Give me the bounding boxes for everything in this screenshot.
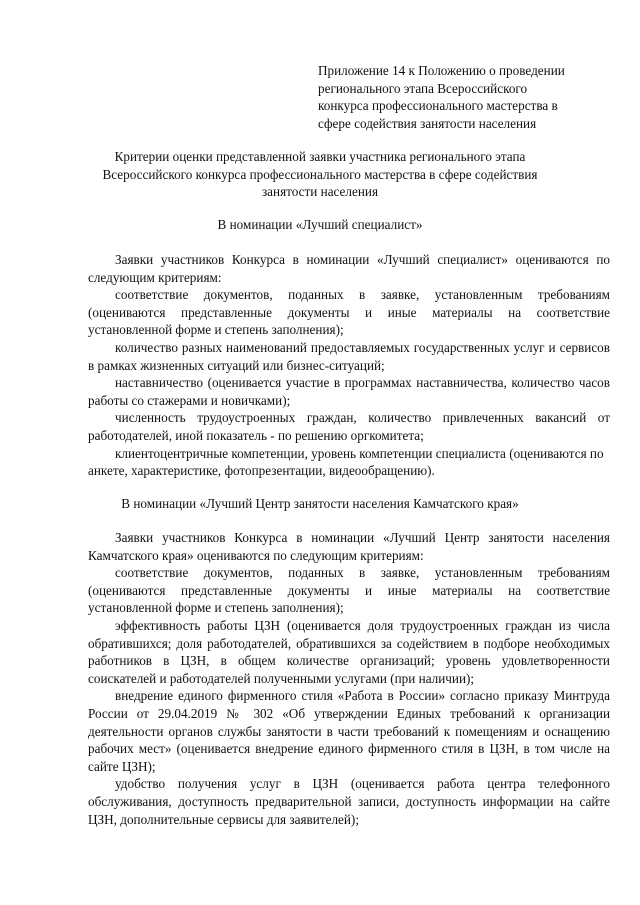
- section1-intro: Заявки участников Конкурса в номинации «Лучший специалист» оцениваются по следующим критериям:: [88, 252, 610, 285]
- appendix-line: сфере содействия занятости населения: [318, 115, 537, 131]
- section1-criterion: соответствие документов, поданных в заявке, установленным требованиям (оцениваются представленные документы и иные материалы на соответствие установленной форме и степень заполнения);: [88, 287, 610, 338]
- section1-criterion: численность трудоустроенных граждан, количество привлеченных вакансий от работодателей, иной показатель - по решению оргкомитета;: [88, 410, 610, 443]
- appendix-reference: [318, 62, 610, 132]
- appendix-line: конкурса профессионального мастерства в: [318, 98, 558, 114]
- section2-criterion: внедрение единого фирменного стиля «Работа в России» согласно приказу Минтруда России от 29.04.2019 № 302 «Об утверждении Единых требований к организации деятельности органов службы занятости в части требований к помещениям и оснащению рабочих мест» (оценивается внедрение единого фирменного стиля в ЦЗН, в том числе на сайте ЦЗН);: [88, 688, 610, 774]
- section2-heading: В номинации «Лучший Центр занятости населения Камчатского края»: [121, 496, 519, 511]
- section2-criterion: соответствие документов, поданных в заявке, установленным требованиям (оцениваются представленные документы и иные материалы на соответствие установленной форме и степень заполнения);: [88, 565, 610, 616]
- section1-criterion: наставничество (оценивается участие в программах наставничества, количество часов работы со стажерами и новичками);: [88, 375, 610, 408]
- section1-heading: В номинации «Лучший специалист»: [217, 217, 423, 232]
- section1-criterion: клиентоцентричные компетенции, уровень компетенции специалиста (оцениваются по анкете, характеристике, фотопрезентации, видеообращению).: [88, 445, 604, 479]
- document-title: [60, 148, 580, 201]
- section2-criterion: удобство получения услуг в ЦЗН (оценивается работа центра телефонного обслуживания, доступность предварительной записи, доступность информации на сайте ЦЗН, дополнительные сервисы для заявителей);: [88, 776, 610, 827]
- section1-criterion: количество разных наименований предоставляемых государственных услуг и сервисов в рамках жизненных ситуаций или бизнес-ситуаций;: [88, 339, 610, 373]
- section2-intro: Заявки участников Конкурса в номинации «Лучший Центр занятости населения Камчатского края» оцениваются по следующим критериям:: [88, 530, 610, 563]
- section2-body: [88, 529, 610, 828]
- appendix-line: регионального этапа Всероссийского: [318, 80, 528, 96]
- title-line: занятости населения: [261, 184, 379, 200]
- section2-criterion: эффективность работы ЦЗН (оценивается доля трудоустроенных граждан из числа обратившихся; доля работодателей, обратившихся за содействием в подборе необходимых работников в ЦЗН, в общем количестве организаций; уровень удовлетворенности соискателей и работодателей полученными услугами (при наличии);: [88, 617, 610, 686]
- title-line: Всероссийского конкурса профессионального мастерства в сфере содействия: [102, 166, 538, 182]
- section1-body: [88, 251, 610, 480]
- title-line: Критерии оценки представленной заявки участника регионального этапа: [114, 149, 526, 164]
- appendix-line: Приложение 14 к Положению о проведении: [318, 63, 565, 78]
